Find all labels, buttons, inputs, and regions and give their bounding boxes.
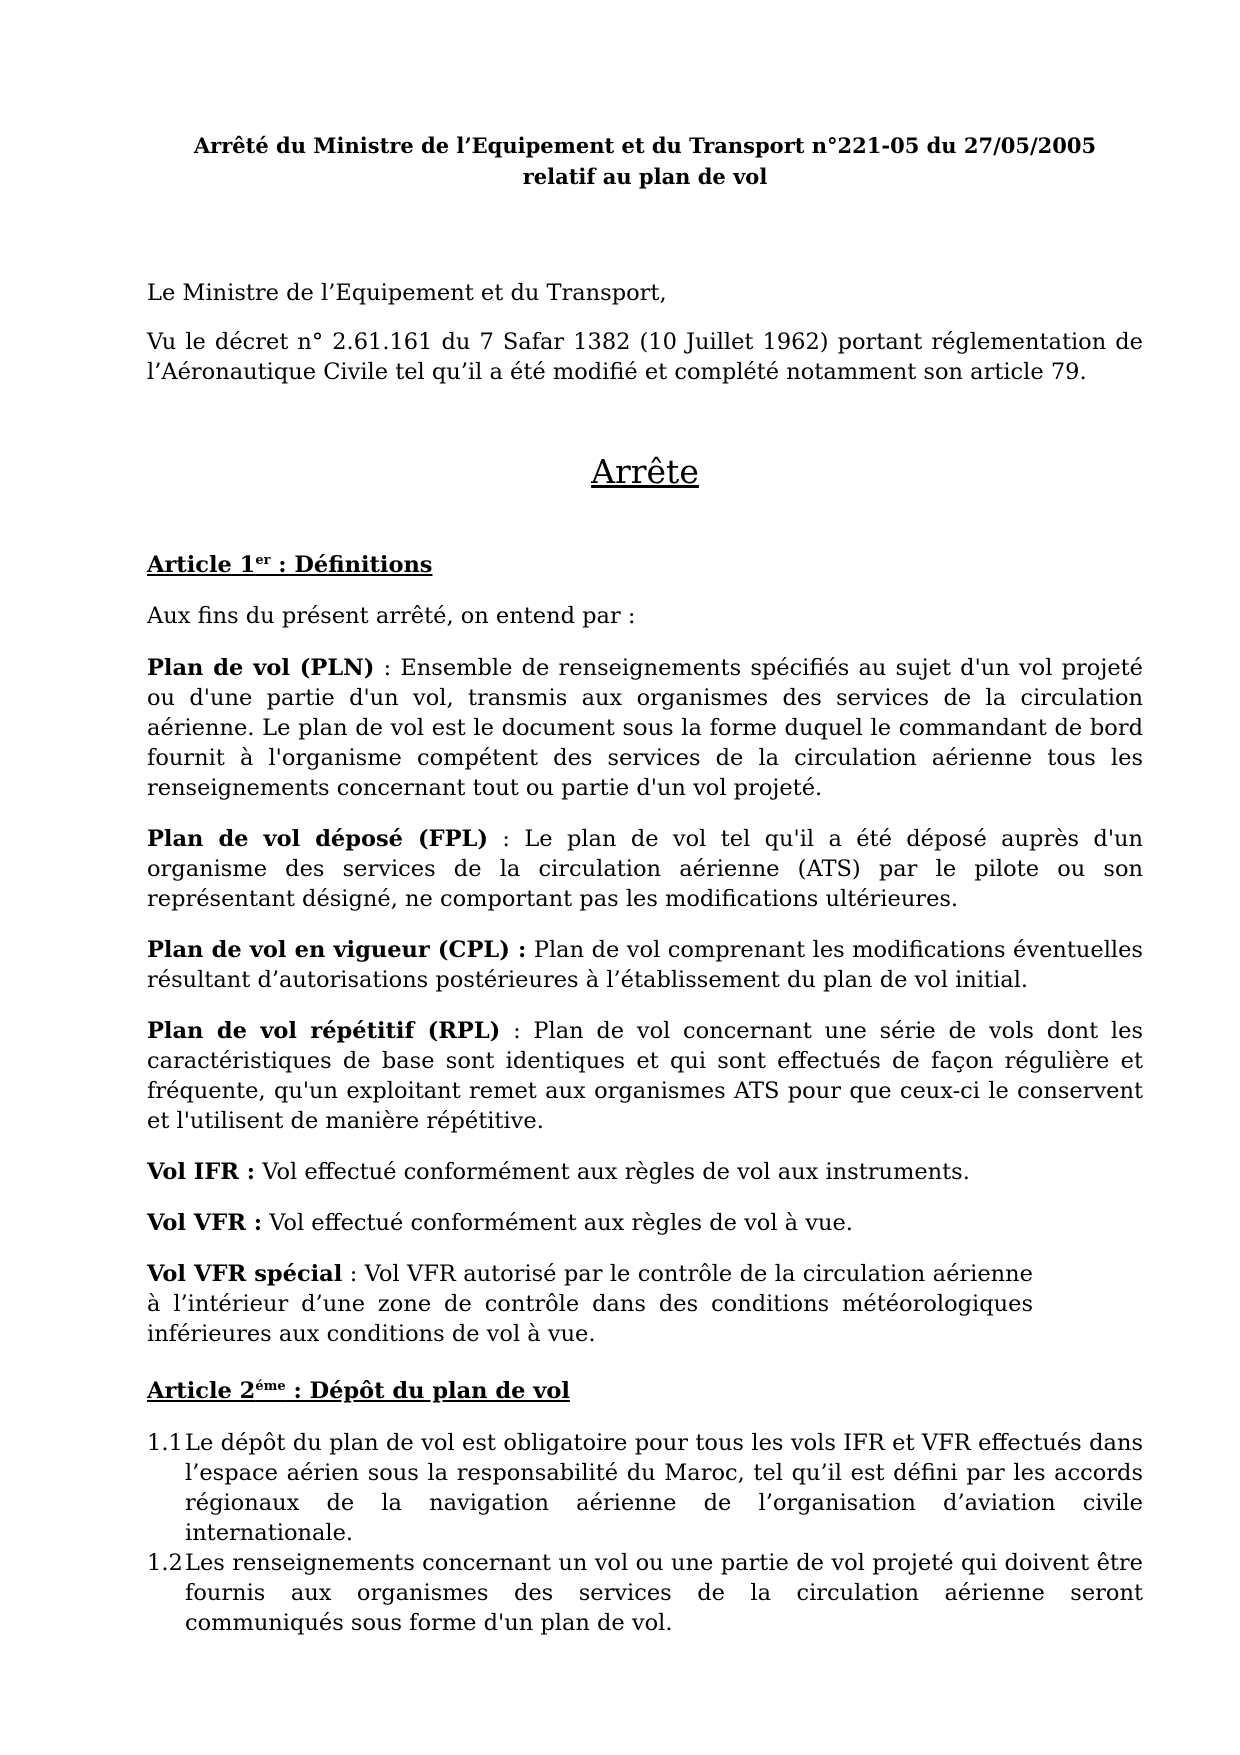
definition-term: Plan de vol en vigueur (CPL) : bbox=[147, 937, 527, 963]
definition-pln bbox=[147, 653, 1143, 803]
list-item bbox=[147, 1548, 1143, 1638]
article-2-suffix: : Dépôt du plan de vol bbox=[285, 1378, 570, 1404]
intro-text: Aux fins du présent arrêté, on entend par : bbox=[147, 603, 636, 629]
definition-term: Plan de vol répétitif (RPL) bbox=[147, 1018, 501, 1044]
definition-vol-vfr bbox=[147, 1208, 1143, 1238]
definitions-list bbox=[147, 653, 1143, 1370]
definition-term: Plan de vol déposé (FPL) bbox=[147, 826, 489, 852]
definition-rpl bbox=[147, 1016, 1143, 1136]
list-item bbox=[147, 1428, 1143, 1548]
definition-vol-vfr-special bbox=[147, 1259, 1143, 1349]
preamble-vu bbox=[147, 327, 1143, 387]
article-2-list bbox=[147, 1428, 1143, 1638]
article-2-title bbox=[147, 1376, 570, 1406]
article-1-prefix: Article 1 bbox=[147, 552, 256, 578]
definition-term: Plan de vol (PLN) bbox=[147, 655, 375, 681]
list-item-text: Les renseignements concernant un vol ou une partie de vol projeté qui doivent être fournis aux organismes des services de la circulation aérienne seront communiqués sous forme d'un plan de vol. bbox=[185, 1550, 1143, 1636]
article-1-suffix: : Définitions bbox=[270, 552, 433, 578]
document-title bbox=[147, 130, 1143, 192]
definition-text: : Le plan de vol tel qu'il a été déposé auprès d'un organisme des services de la circulation aérienne (ATS) par le pilote ou son représentant désigné, ne comportant pas les modifications ultérieures. bbox=[147, 826, 1144, 912]
ministre-text: Le Ministre de l’Equipement et du Transport, bbox=[147, 280, 667, 306]
definition-term: Vol VFR : bbox=[147, 1210, 263, 1236]
definition-text: : Ensemble de renseignements spécifiés au sujet d'un vol projeté ou d'une partie d'un vol, transmis aux organismes des services de la circulation aérienne. Le plan de vol est le document sous la forme duquel le commandant de bord fournit à l'organisme compétent des services de la circulation aérienne tous les renseignements concernant tout ou partie d'un vol projeté. bbox=[147, 655, 1143, 801]
list-item-number: 1.2 bbox=[147, 1550, 183, 1576]
definition-text: Plan de vol comprenant les modifications éventuelles résultant d’autorisations postérieures à l’établissement du plan de vol initial. bbox=[147, 937, 1143, 993]
article-2-prefix: Article 2 bbox=[147, 1378, 256, 1404]
definition-cpl bbox=[147, 935, 1143, 995]
preamble-ministre bbox=[147, 278, 1143, 308]
definition-term: Vol VFR spécial bbox=[147, 1261, 343, 1287]
article-1-sup: er bbox=[255, 553, 271, 568]
list-item-number: 1.1 bbox=[147, 1430, 183, 1456]
definition-vol-ifr bbox=[147, 1157, 1143, 1187]
list-item-text: Le dépôt du plan de vol est obligatoire pour tous les vols IFR et VFR effectués dans l’espace aérien sous la responsabilité du Maroc, tel qu’il est défini par les accords régionaux de la navigation aérienne de l’organisation d’aviation civile internationale. bbox=[185, 1430, 1143, 1546]
title-line-2: relatif au plan de vol bbox=[522, 164, 768, 189]
title-line-1: Arrêté du Ministre de l’Equipement et du Transport n°221-05 du 27/05/2005 bbox=[193, 133, 1097, 158]
article-1-title bbox=[147, 550, 432, 580]
article-1-intro bbox=[147, 601, 1143, 631]
article-2-sup: éme bbox=[255, 1379, 286, 1394]
definition-text: : Vol VFR autorisé par le contrôle de la circulation aérienne à l’intérieur d’une zone de contrôle dans des conditions météorologiques inférieures aux conditions de vol à vue. bbox=[147, 1261, 1033, 1347]
vu-text: Vu le décret n° 2.61.161 du 7 Safar 1382 (10 Juillet 1962) portant réglementation de l’Aéronautique Civile tel qu’il a été modifié et complété notamment son article 79. bbox=[147, 329, 1143, 385]
definition-text: Vol effectué conformément aux règles de vol aux instruments. bbox=[255, 1159, 970, 1185]
definition-text: Vol effectué conformément aux règles de vol à vue. bbox=[262, 1210, 853, 1236]
definition-text: : Plan de vol concernant une série de vols dont les caractéristiques de base sont identiques et qui sont effectués de façon régulière et fréquente, qu'un exploitant remet aux organismes ATS pour que ceux-ci le conservent et l'utilisent de manière répétitive. bbox=[147, 1018, 1143, 1134]
definition-term: Vol IFR : bbox=[147, 1159, 256, 1185]
definition-fpl bbox=[147, 824, 1143, 914]
arrete-heading: Arrête bbox=[591, 452, 699, 491]
